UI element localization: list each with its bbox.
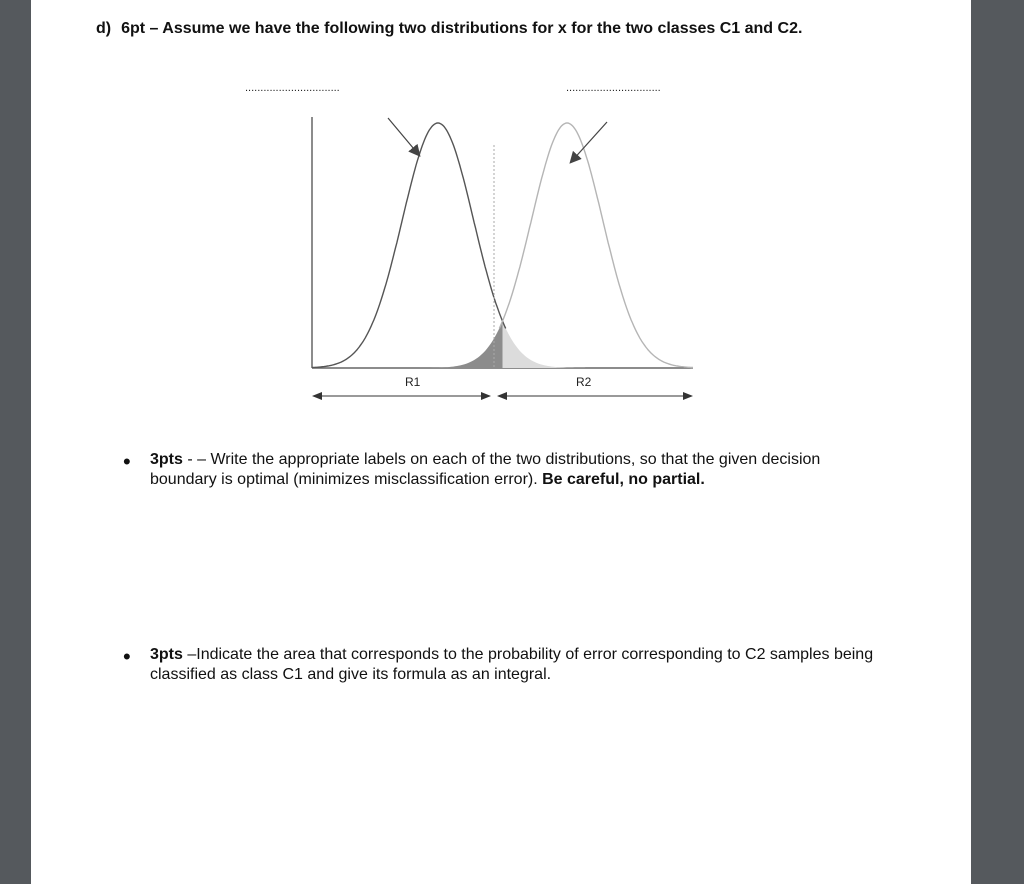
region-label-r2: R2 bbox=[576, 375, 592, 389]
right-distribution-curve bbox=[499, 123, 693, 368]
distribution-figure bbox=[31, 0, 971, 420]
question-item-2 bbox=[150, 645, 890, 685]
question-label: d) bbox=[96, 20, 112, 37]
question-item-1 bbox=[150, 450, 890, 490]
document-page bbox=[31, 0, 971, 884]
item-1-points: 3pts bbox=[150, 451, 183, 468]
question-text: 6pt – Assume we have the following two distributions for x for the two classes C1 and C2. bbox=[121, 20, 803, 37]
left-distribution-curve bbox=[312, 123, 506, 368]
label-blank-left: ............................... bbox=[245, 82, 340, 94]
bullet-2: • bbox=[123, 644, 131, 669]
item-2-points: 3pts bbox=[150, 646, 183, 663]
label-blank-right: ............................... bbox=[566, 82, 661, 94]
item-1-text: - – Write the appropriate labels on each of the two distributions, so that the given decision boundary is optimal (minimizes misclassification error). bbox=[150, 451, 821, 488]
bullet-1: • bbox=[123, 449, 131, 474]
right-pointer-arrow bbox=[571, 122, 607, 162]
item-2-text: –Indicate the area that corresponds to the probability of error corresponding to C2 samples being classified as class C1 and give its formula as an integral. bbox=[150, 646, 874, 683]
shaded-area-light bbox=[503, 321, 655, 368]
shaded-area-dark bbox=[351, 321, 503, 368]
left-pointer-arrow bbox=[388, 118, 419, 155]
item-1-emphasis: Be careful, no partial. bbox=[542, 471, 705, 488]
region-label-r1: R1 bbox=[405, 375, 421, 389]
